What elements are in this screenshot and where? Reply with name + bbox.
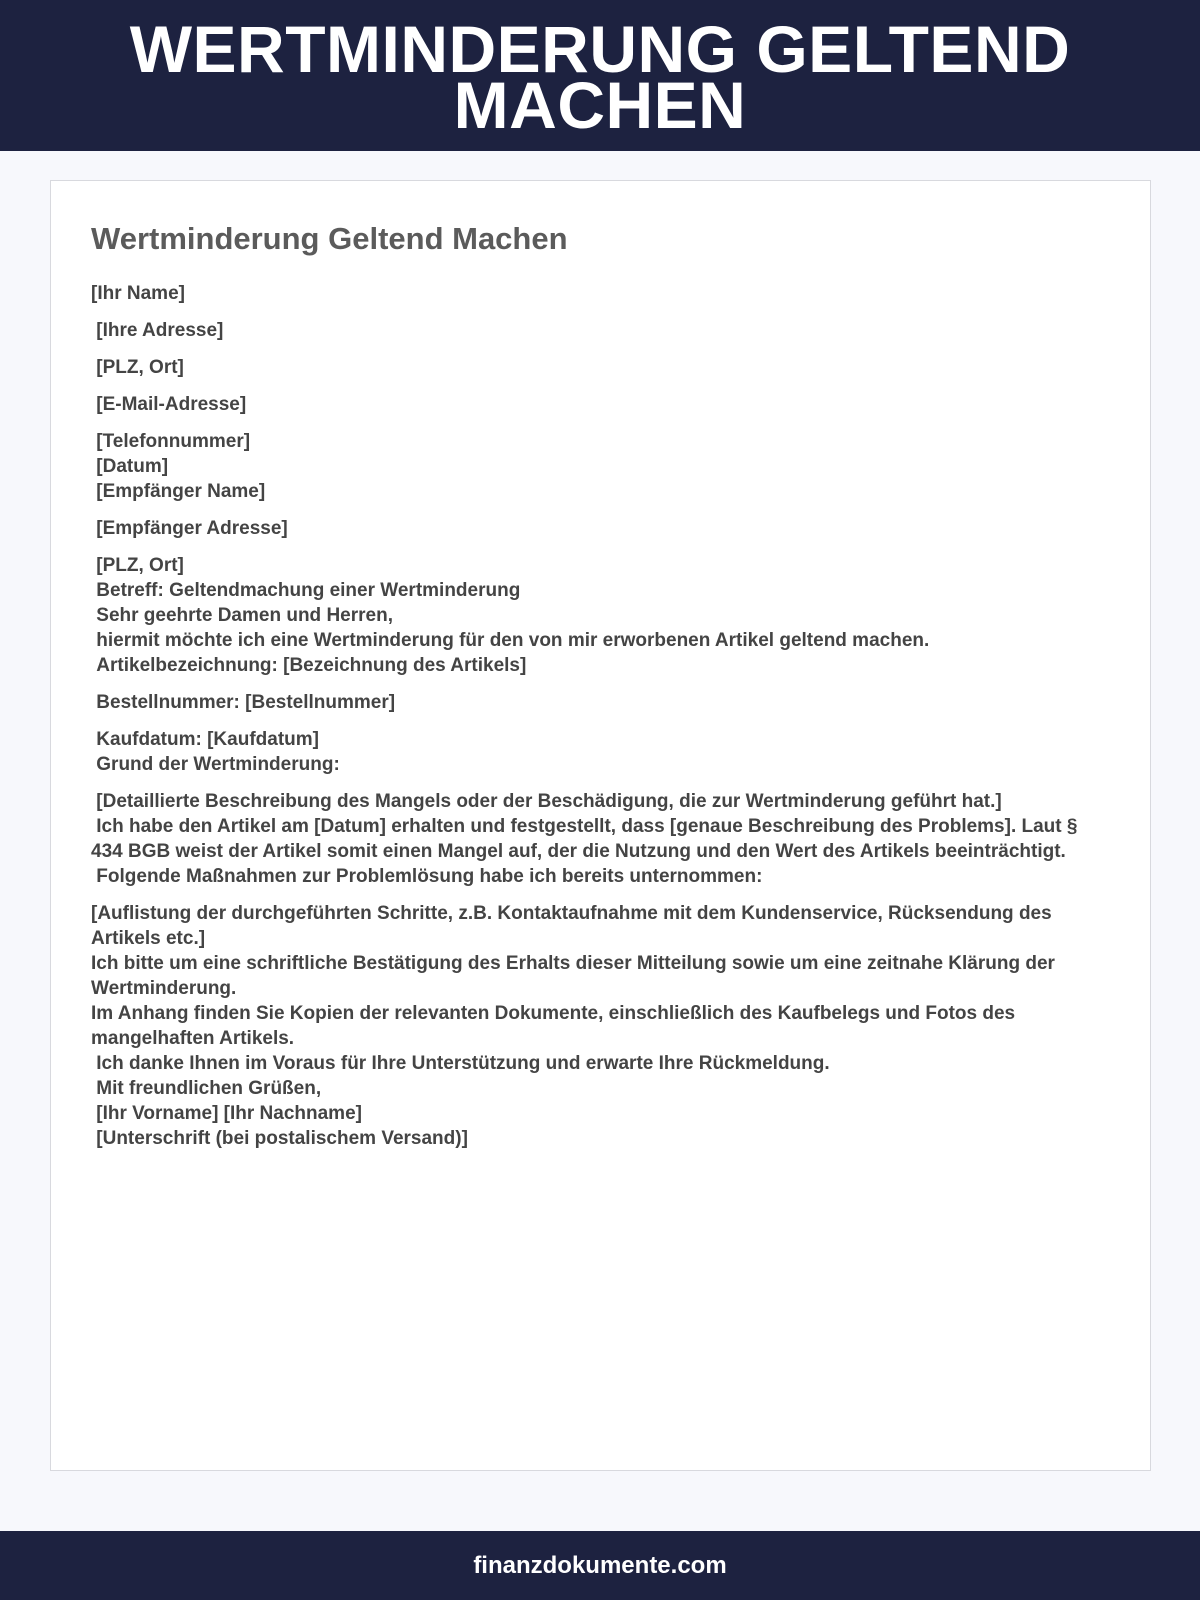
letter-body [91,281,1111,1163]
page-header [0,0,1200,151]
letter-line: Bestellnummer: [Bestellnummer] [91,692,396,713]
letter-line: Sehr geehrte Damen und Herren, [91,605,393,626]
document-title: Wertminderung Geltend Machen [91,221,568,256]
letter-line: [Empfänger Name] [91,481,266,502]
page-title [129,11,1071,142]
letter-line: [PLZ, Ort] [91,555,184,576]
letter-line: [Empfänger Adresse] [91,518,288,539]
footer-site-link[interactable]: finanzdokumente.com [473,1551,727,1579]
letter-line: [Detaillierte Beschreibung des Mangels oder der Beschädigung, die zur Wertminderung geführt hat.] [91,791,1002,812]
letter-paragraph [91,355,1111,380]
letter-line: [PLZ, Ort] [91,357,184,378]
letter-paragraph [91,318,1111,343]
letter-line: Ich danke Ihnen im Voraus für Ihre Unterstützung und erwarte Ihre Rückmeldung. [91,1053,830,1074]
letter-paragraph [91,392,1111,417]
letter-line: Kaufdatum: [Kaufdatum] [91,729,319,750]
page-title-line-1: WERTMINDERUNG GELTEND [129,11,1071,86]
page-title-line-2: MACHEN [453,67,747,142]
letter-line: Folgende Maßnahmen zur Problemlösung habe ich bereits unternommen: [91,866,763,887]
letter-line: [Ihr Name] [91,283,185,304]
letter-line: Ich bitte um eine schriftliche Bestätigung des Erhalts dieser Mitteilung sowie um eine zeitnahe Klärung der Wertminderung. [91,953,1061,999]
letter-paragraph [91,553,1111,678]
letter-line: [Datum] [91,456,169,477]
letter-paragraph [91,690,1111,715]
letter-paragraph [91,901,1111,1151]
letter-line: Im Anhang finden Sie Kopien der relevanten Dokumente, einschließlich des Kaufbelegs und Fotos des mangelhaften Artikels. [91,1003,1021,1049]
letter-line: Ich habe den Artikel am [Datum] erhalten und festgestellt, dass [genaue Beschreibung des Problems]. Laut § 434 BGB weist der Artikel somit einen Mangel auf, der die Nutzung und den Wert des Artikels beeinträchtigt. [91,816,1083,862]
letter-line: Mit freundlichen Grüßen, [91,1078,322,1099]
letter-line: [E-Mail-Adresse] [91,394,247,415]
letter-line: [Unterschrift (bei postalischem Versand)] [91,1128,468,1149]
letter-line: [Telefonnummer] [91,431,251,452]
letter-line: Grund der Wertminderung: [91,754,340,775]
letter-line: [Auflistung der durchgeführten Schritte, z.B. Kontaktaufnahme mit dem Kundenservice, Rücksendung des Artikels etc.] [91,903,1057,949]
letter-paragraph [91,727,1111,777]
page-footer [0,1531,1200,1600]
letter-line: [Ihre Adresse] [91,320,224,341]
letter-paragraph [91,789,1111,889]
letter-line: Betreff: Geltendmachung einer Wertminderung [91,580,521,601]
letter-line: Artikelbezeichnung: [Bezeichnung des Artikels] [91,655,527,676]
letter-paragraph [91,516,1111,541]
letter-paragraph [91,281,1111,306]
letter-line: hiermit möchte ich eine Wertminderung für den von mir erworbenen Artikel geltend machen. [91,630,930,651]
letter-paragraph [91,429,1111,504]
letter-line: [Ihr Vorname] [Ihr Nachname] [91,1103,362,1124]
document-sheet [50,180,1151,1471]
